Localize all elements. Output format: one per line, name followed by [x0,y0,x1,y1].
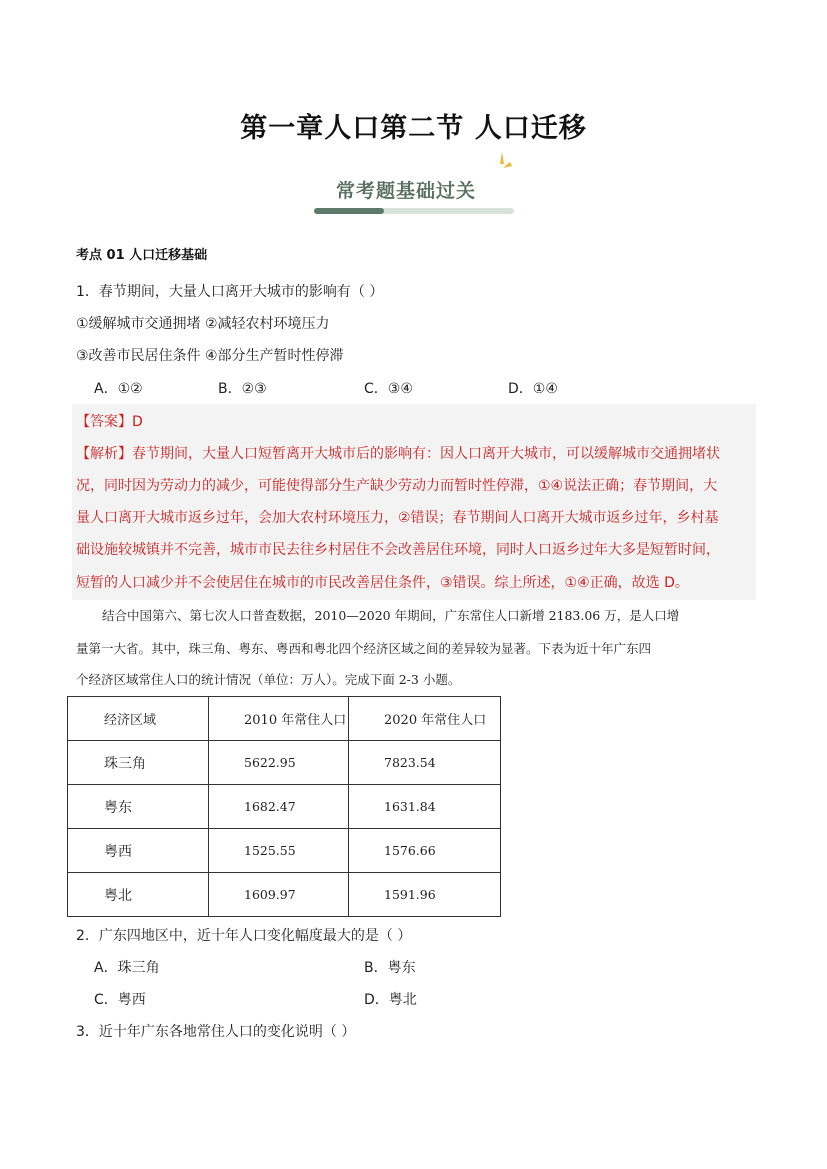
table-row [68,741,501,785]
table-cell: 1576.66 [349,829,501,873]
section-banner: 常考题基础过关 [336,180,477,202]
table-cell: 1525.55 [209,829,349,873]
passage-line-1: 结合中国第六、第七次人口普查数据，2010—2020 年期间，广东常住人口新增 2183.06 万，是人口增 [102,608,680,623]
page-title: 第一章人口第二节 人口迁移 [240,113,587,144]
question-3-stem: 3．近十年广东各地常住人口的变化说明（ ） [76,1024,356,1040]
sparkle-icon [490,150,514,180]
question-1-option-d: D．①④ [508,381,558,397]
table-cell: 粤东 [68,785,209,829]
question-1-option-c: C．③④ [364,381,413,397]
question-1-items-line-1: ①缓解城市交通拥堵 ②减轻农村环境压力 [76,316,330,332]
table-cell: 1609.97 [209,873,349,917]
question-1-items-line-2: ③改善市民居住条件 ④部分生产暂时性停滞 [76,348,344,364]
question-2-option-b: B．粤东 [364,960,416,976]
table-cell: 5622.95 [209,741,349,785]
question-2-stem: 2．广东四地区中，近十年人口变化幅度最大的是（ ） [76,928,412,944]
table-header-row [68,697,501,741]
analysis-line-3: 量人口离开大城市返乡过年，会加大农村环境压力，②错误；春节期间人口离开大城市返乡过年，乡村基 [76,510,719,526]
analysis-line-4: 础设施较城镇并不完善，城市市民去往乡村居住不会改善居住环境，同时人口返乡过年大多是短暂时间， [76,542,720,558]
table-cell: 1591.96 [349,873,501,917]
table-cell: 粤北 [68,873,209,917]
passage-line-3: 个经济区域常住人口的统计情况（单位：万人）。完成下面 2-3 小题。 [76,672,461,687]
question-1-option-b: B．②③ [218,381,267,397]
analysis-line-2: 况，同时因为劳动力的减少，可能使得部分生产缺少劳动力而暂时性停滞，①④说法正确；春节期间，大 [76,478,718,494]
table-header-cell: 经济区域 [68,697,209,741]
analysis-line-1: 【解析】春节期间，大量人口短暂离开大城市后的影响有：因人口离开大城市，可以缓解城市交通拥堵状 [76,446,720,462]
question-1-option-a: A．①② [94,381,143,397]
table-cell: 1631.84 [349,785,501,829]
question-2-option-d: D．粤北 [364,992,417,1008]
table-cell: 7823.54 [349,741,501,785]
table-row [68,873,501,917]
population-table [67,696,501,917]
question-2-option-a: A．珠三角 [94,960,160,976]
answer-label: 【答案】D [76,414,143,430]
table-row [68,829,501,873]
table-cell: 粤西 [68,829,209,873]
passage-line-2: 量第一大省。其中，珠三角、粤东、粤西和粤北四个经济区域之间的差异较为显著。下表为近十年广东四 [76,641,652,656]
table-header-cell: 2010 年常住人口 [209,697,349,741]
analysis-line-5: 短暂的人口减少并不会使居住在城市的市民改善居住条件，③错误。综上所述，①④正确，故选 D。 [76,575,689,591]
answer-panel [72,404,756,600]
table-cell: 1682.47 [209,785,349,829]
banner-underline-accent [314,208,384,214]
table-cell: 珠三角 [68,741,209,785]
table-row [68,785,501,829]
table-header-cell: 2020 年常住人口 [349,697,501,741]
question-1-stem: 1．春节期间，大量人口离开大城市的影响有（ ） [76,284,384,300]
question-2-option-c: C．粤西 [94,992,146,1008]
section-heading: 考点 01 人口迁移基础 [76,248,208,263]
